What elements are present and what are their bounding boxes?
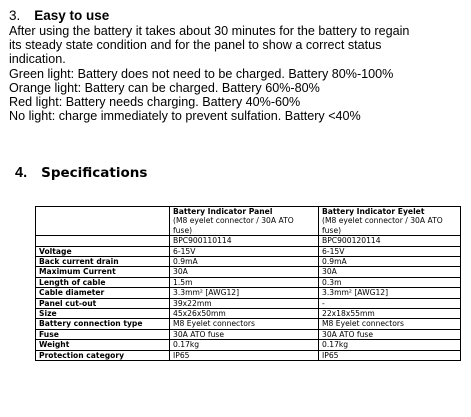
empty-cell: [36, 216, 170, 235]
table-row: [36, 277, 461, 287]
body-line: its steady state condition and for the panel to show a correct status: [9, 38, 382, 53]
no-light-line: No light: charge immediately to prevent sulfation. Battery <40%: [9, 109, 361, 124]
eyelet-value: 6-15V: [319, 246, 461, 256]
section-title: Easy to use: [34, 8, 110, 23]
spec-label: Fuse: [36, 329, 170, 339]
panel-column-subheader: (M8 eyelet connector / 30A ATO fuse): [170, 216, 319, 235]
eyelet-value: 30A ATO fuse: [319, 329, 461, 339]
spec-label: Weight: [36, 340, 170, 350]
red-light-line: Red light: Battery needs charging. Battery 40%-60%: [9, 95, 301, 110]
orange-light-line: Orange light: Battery can be charged. Battery 60%-80%: [9, 80, 320, 95]
eyelet-value: 0.3m: [319, 277, 461, 287]
green-light-line: Green light: Battery does not need to be charged. Battery 80%-100%: [9, 66, 394, 81]
spec-label: Panel cut-out: [36, 298, 170, 308]
eyelet-value: 22x18x55mm: [319, 309, 461, 319]
panel-value: 30A ATO fuse: [170, 329, 319, 339]
body-line: After using the battery it takes about 30 minutes for the battery to regain: [9, 24, 410, 38]
section-number: 4.: [15, 165, 28, 181]
eyelet-product-code: BPC900120114: [319, 236, 461, 246]
table-row: [36, 267, 461, 277]
table-code-row: [36, 236, 461, 246]
spec-label: Voltage: [36, 246, 170, 256]
table-row: [36, 246, 461, 256]
eyelet-column-subheader: (M8 eyelet connector / 30A ATO fuse): [319, 216, 461, 235]
table-subheader-row: [36, 216, 461, 235]
section-easy-to-use: [9, 7, 467, 123]
eyelet-column-header: Battery Indicator Eyelet: [319, 207, 461, 217]
empty-cell: [36, 207, 170, 217]
section-number: 3.: [9, 8, 21, 23]
spec-label: Size: [36, 309, 170, 319]
panel-value: 45x26x50mm: [170, 309, 319, 319]
eyelet-value: 0.17kg: [319, 340, 461, 350]
spec-label: Protection category: [36, 350, 170, 360]
table-row: [36, 309, 461, 319]
spec-label: Length of cable: [36, 277, 170, 287]
table-row: [36, 257, 461, 267]
eyelet-value: 0.9mA: [319, 257, 461, 267]
table-row: [36, 288, 461, 298]
panel-value: 39x22mm: [170, 298, 319, 308]
table-header-row: [36, 207, 461, 217]
eyelet-value: 3.3mm² [AWG12]: [319, 288, 461, 298]
panel-value: 0.17kg: [170, 340, 319, 350]
section-title: Specifications: [41, 165, 148, 181]
panel-value: IP65: [170, 350, 319, 360]
table-row: [36, 340, 461, 350]
empty-cell: [36, 236, 170, 246]
panel-product-code: BPC900110114: [170, 236, 319, 246]
panel-value: 3.3mm² [AWG12]: [170, 288, 319, 298]
spec-label: Battery connection type: [36, 319, 170, 329]
panel-value: 0.9mA: [170, 257, 319, 267]
spec-label: Maximum Current: [36, 267, 170, 277]
spec-label: Cable diameter: [36, 288, 170, 298]
panel-value: M8 Eyelet connectors: [170, 319, 319, 329]
table-row: [36, 350, 461, 360]
panel-value: 30A: [170, 267, 319, 277]
table-row: [36, 298, 461, 308]
section-heading: [9, 7, 467, 24]
eyelet-value: -: [319, 298, 461, 308]
panel-value: 1.5m: [170, 277, 319, 287]
panel-column-header: Battery Indicator Panel: [170, 207, 319, 217]
spec-label: Back current drain: [36, 257, 170, 267]
specifications-table: [35, 206, 461, 361]
eyelet-value: IP65: [319, 350, 461, 360]
table-row: [36, 319, 461, 329]
body-line: indication.: [9, 52, 66, 67]
section-specifications-heading: [15, 164, 147, 182]
eyelet-value: 30A: [319, 267, 461, 277]
table-row: [36, 329, 461, 339]
panel-value: 6-15V: [170, 246, 319, 256]
eyelet-value: M8 Eyelet connectors: [319, 319, 461, 329]
